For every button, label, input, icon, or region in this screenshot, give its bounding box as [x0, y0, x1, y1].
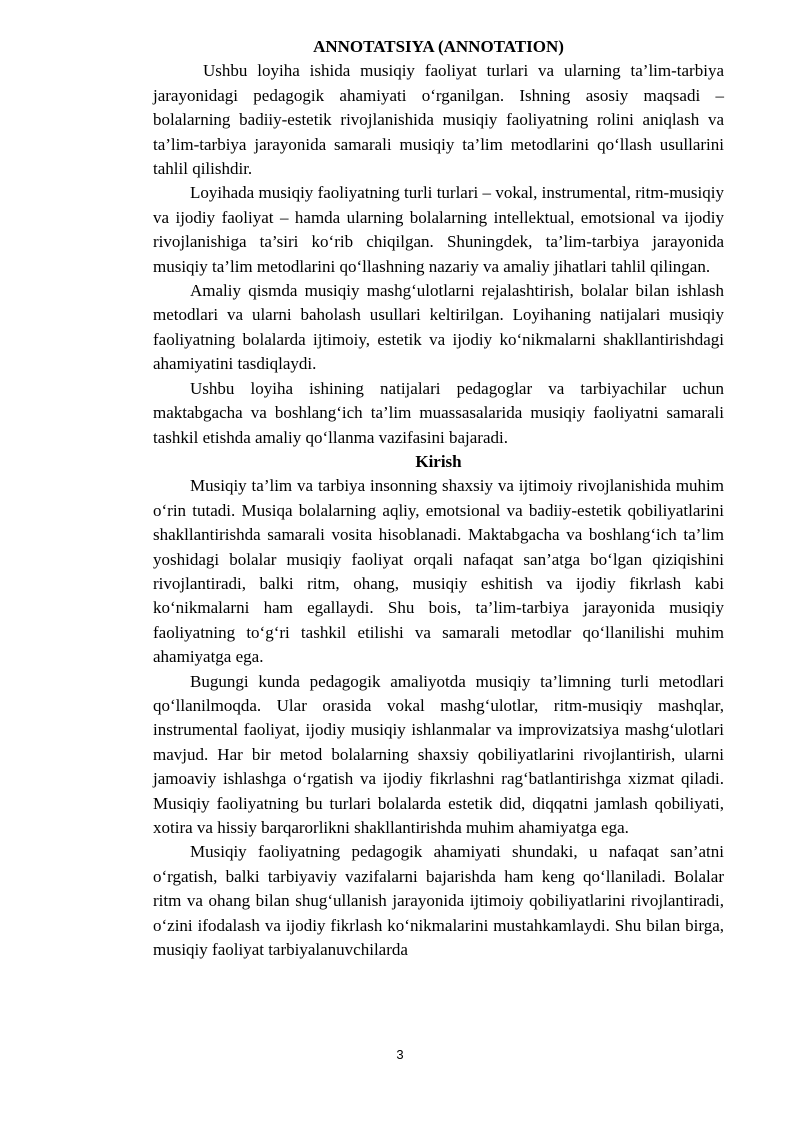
intro-paragraph-1: Musiqiy ta’lim va tarbiya insonning shaxsiy va ijtimoiy rivojlanishida muhim o‘rin tutadi. Musiqa bolalarning aqliy, emotsional va badiiy-estetik qobiliyatlarini shakllantirishda samarali vosita hisoblanadi. Maktabgacha va boshlang‘ich ta’lim yoshidagi bolalar musiqiy faoliyat orqali nafaqat san’atga bo‘lgan qiziqishini rivojlantiradi, balki ritm, ohang, musiqiy eshitish va ijodiy fikrlash kabi ko‘nikmalarni ham egallaydi. Shu bois, ta’lim-tarbiya jarayonida musiqiy faoliyatning to‘g‘ri tashkil etilishi va samarali metodlar qo‘llanilishi muhim ahamiyatga ega.: [153, 476, 724, 667]
intro-heading: Kirish: [415, 451, 462, 471]
page-number: 3: [396, 1047, 404, 1062]
annotation-paragraph-1: Ushbu loyiha ishida musiqiy faoliyat turlari va ularning ta’lim-tarbiya jarayonidagi pedagogik ahamiyati o‘rganilgan. Ishning asosiy maqsadi – bolalarning badiiy-estetik rivojlanishida musiqiy faoliyatning rolini aniqlash va ta’lim-tarbiya jarayonida samarali musiqiy ta’lim metodlarini qo‘llash usullarini tahlil qilishdir.: [153, 61, 724, 179]
intro-paragraph-3: Musiqiy faoliyatning pedagogik ahamiyati shundaki, u nafaqat san’atni o‘rgatish, balki tarbiyaviy vazifalarni bajarishda ham keng qo‘llaniladi. Bolalar ritm va ohang bilan shug‘ullanish jarayonida ijtimoiy qobiliyatlarini rivojlantiradi, o‘zini ifodalash va ijodiy fikrlash ko‘nikmalarini mustahkamlaydi. Shu bilan birga, musiqiy faoliyat tarbiyalanuvchilarda: [153, 842, 724, 960]
intro-paragraph-2: Bugungi kunda pedagogik amaliyotda musiqiy ta’limning turli metodlari qo‘llanilmoqda. Ular orasida vokal mashg‘ulotlar, ritm-musiqiy mashqlar, instrumental faoliyat, ijodiy musiqiy ishlanmalar va improvizatsiya mashg‘ulotlari mavjud. Har bir metod bolalarning shaxsiy qobiliyatlarini rivojlantirish, ularni jamoaviy ishlashga o‘rgatish va ijodiy fikrlashni rag‘batlantirishga xizmat qiladi. Musiqiy faoliyatning bu turlari bolalarda estetik did, diqqatni jamlash qobiliyati, xotira va hissiy barqarorlikni shakllantirishda muhim ahamiyatga ega.: [153, 671, 724, 837]
document-page: [153, 35, 724, 962]
annotation-paragraph-3: Amaliy qismda musiqiy mashg‘ulotlarni rejalashtirish, bolalar bilan ishlash metodlari va ularni baholash usullari keltirilgan. Loyihaning natijalari musiqiy faoliyatning bolalarda ijtimoiy, estetik va ijodiy ko‘nikmalarni shakllantirishdagi ahamiyatini tasdiqlaydi.: [153, 281, 724, 374]
annotation-paragraph-4: Ushbu loyiha ishining natijalari pedagoglar va tarbiyachilar uchun maktabgacha va boshlang‘ich ta’lim muassasalarida musiqiy faoliyatni samarali tashkil etishda amaliy qo‘llanma vazifasini bajaradi.: [153, 378, 724, 447]
annotation-paragraph-2: Loyihada musiqiy faoliyatning turli turlari – vokal, instrumental, ritm-musiqiy va ijodiy faoliyat – hamda ularning bolalarning intellektual, emotsional va ijodiy rivojlanishiga ta’siri ko‘rib chiqilgan. Shuningdek, ta’lim-tarbiya jarayonida musiqiy ta’lim metodlarini qo‘llashning nazariy va amaliy jihatlari tahlil qilingan.: [153, 183, 724, 276]
annotation-heading: ANNOTATSIYA (ANNOTATION): [313, 37, 564, 56]
